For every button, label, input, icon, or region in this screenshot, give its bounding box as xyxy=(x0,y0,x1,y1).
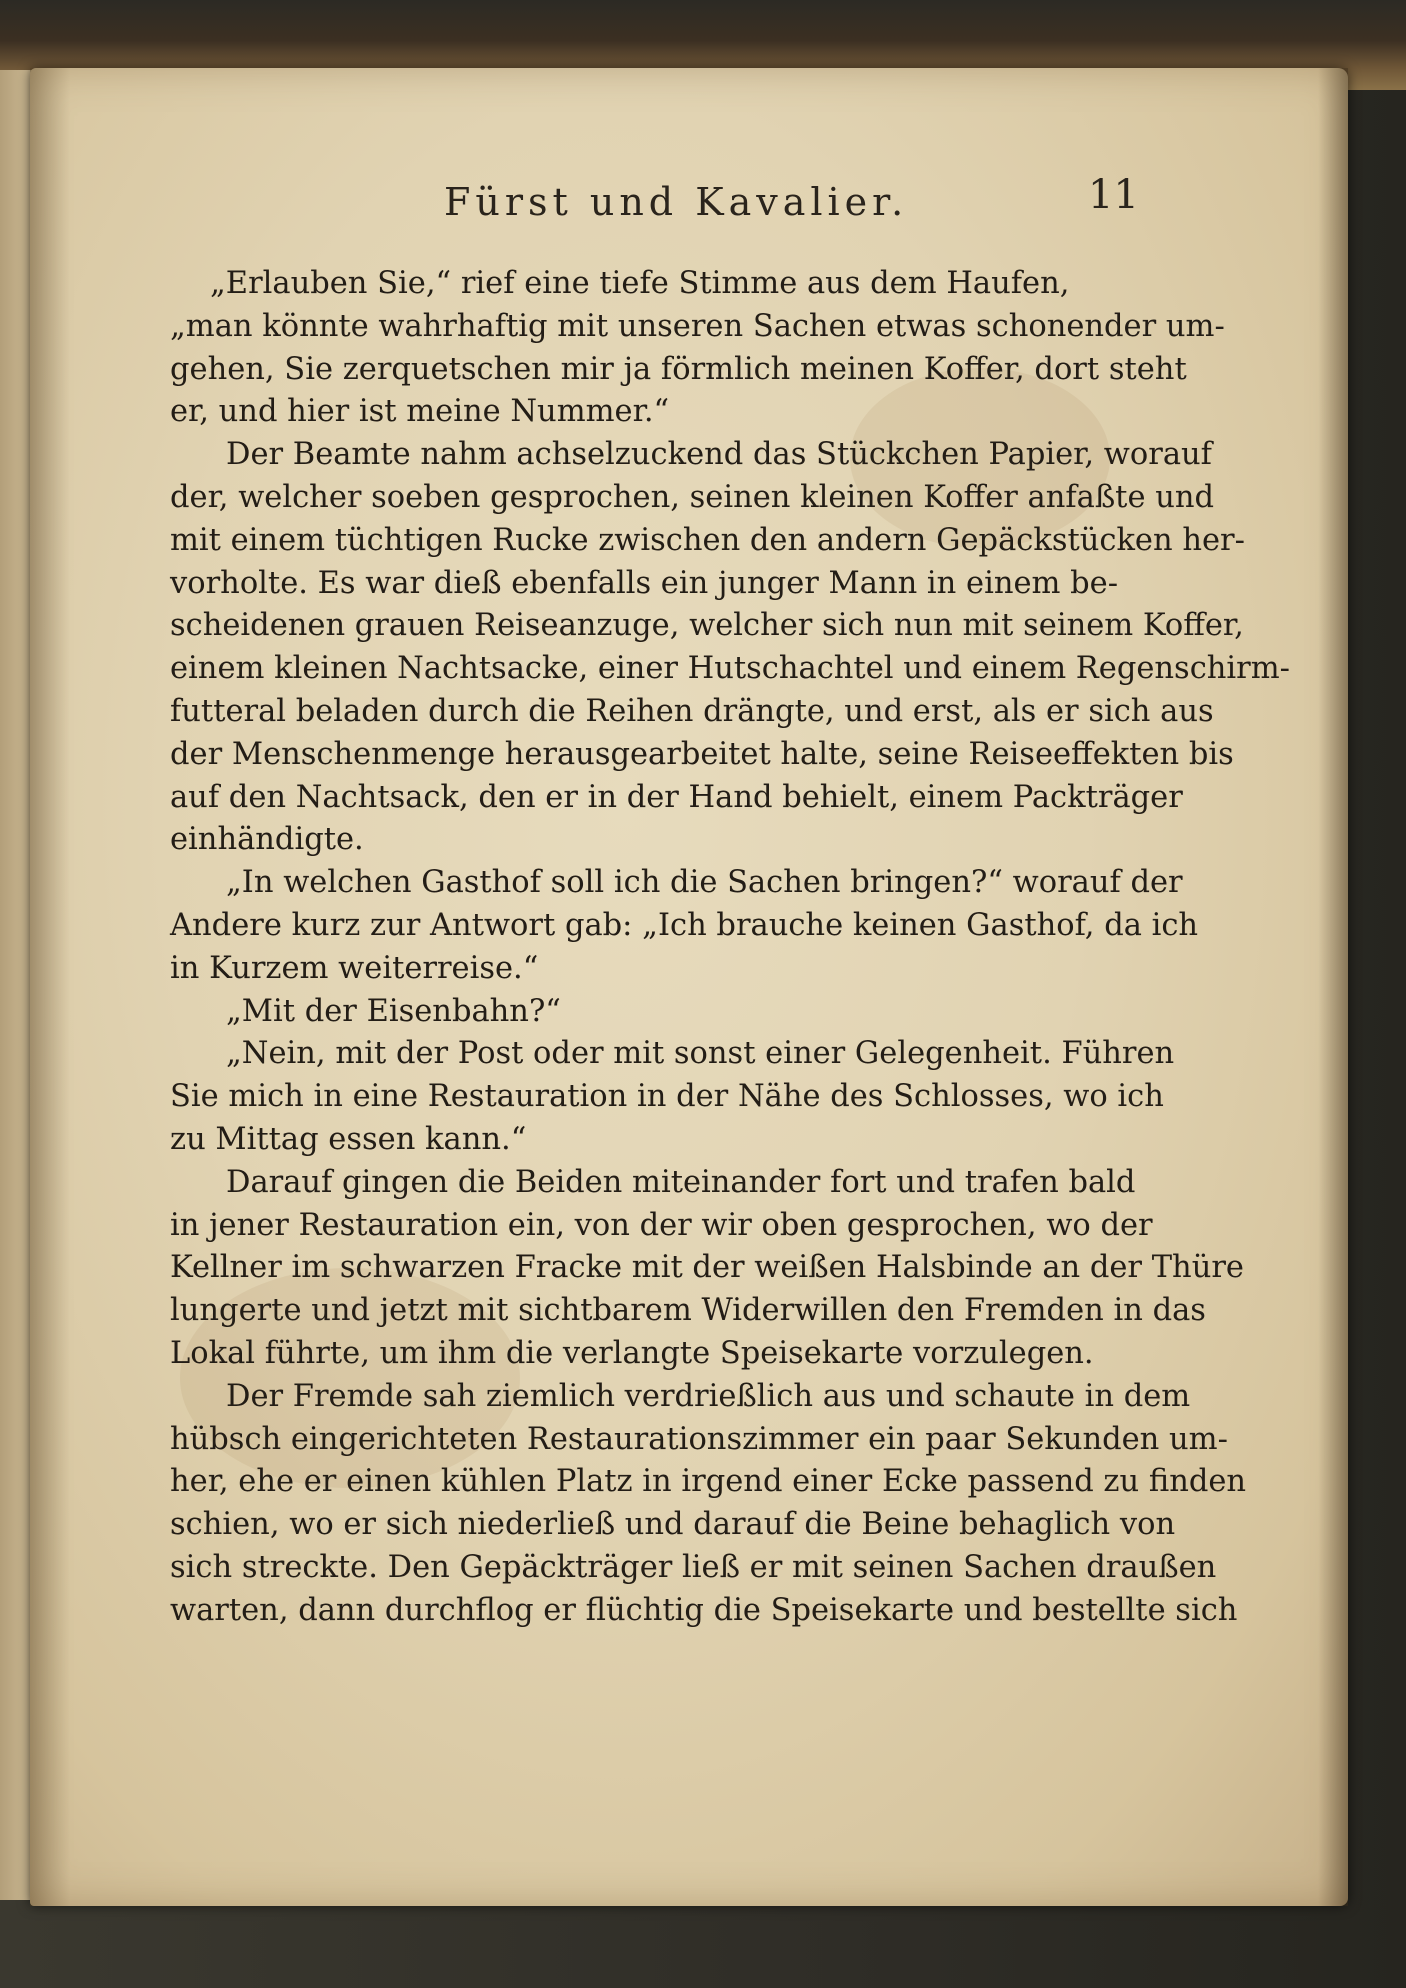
text-line: Der Beamte nahm achselzuckend das Stückchen Papier, worauf xyxy=(226,437,1212,473)
text-line: vorholte. Es war dieß ebenfalls ein junger Mann in einem be- xyxy=(170,565,1119,601)
text-line: zu Mittag essen kann.“ xyxy=(170,1121,527,1157)
text-line: Sie mich in eine Restauration in der Nähe des Schlosses, wo ich xyxy=(170,1079,1164,1115)
text-line: „In welchen Gasthof soll ich die Sachen bringen?“ worauf der xyxy=(226,865,1183,901)
text-line: mit einem tüchtigen Rucke zwischen den andern Gepäckstücken her- xyxy=(170,522,1245,558)
text-line: Andere kurz zur Antwort gab: „Ich brauche keinen Gasthof, da ich xyxy=(170,907,1199,943)
text-line: gehen, Sie zerquetschen mir ja förmlich meinen Koffer, dort steht xyxy=(170,351,1187,387)
text-line: schien, wo er sich niederließ und darauf die Beine behaglich von xyxy=(170,1507,1176,1543)
text-line: einhändigte. xyxy=(170,822,364,858)
text-line: sich streckte. Den Gepäckträger ließ er mit seinen Sachen draußen xyxy=(170,1549,1217,1585)
text-line: einem kleinen Nachtsacke, einer Hutschachtel und einem Regenschirm- xyxy=(170,651,1290,687)
running-head xyxy=(30,172,1348,240)
text-line: „Nein, mit der Post oder mit sonst einer Gelegenheit. Führen xyxy=(226,1036,1175,1072)
page-content xyxy=(30,68,1348,1906)
text-line: Kellner im schwarzen Fracke mit der weißen Halsbinde an der Thüre xyxy=(170,1250,1244,1286)
text-line: „man könnte wahrhaftig mit unseren Sachen etwas schonender um- xyxy=(170,308,1225,344)
text-line: scheidenen grauen Reiseanzuge, welcher sich nun mit seinem Koffer, xyxy=(170,608,1244,644)
text-line: in Kurzem weiterreise.“ xyxy=(170,950,539,986)
binding-shadow xyxy=(30,68,70,1906)
text-line: „Erlauben Sie,“ rief eine tiefe Stimme aus dem Haufen, xyxy=(210,266,1070,301)
text-line: Darauf gingen die Beiden miteinander fort und trafen bald xyxy=(226,1164,1136,1200)
text-line: in jener Restauration ein, von der wir oben gesprochen, wo der xyxy=(170,1207,1153,1243)
text-line: der, welcher soeben gesprochen, seinen kleinen Koffer anfaßte und xyxy=(170,479,1214,515)
text-line: her, ehe er einen kühlen Platz in irgend einer Ecke passend zu finden xyxy=(170,1464,1247,1500)
text-line: futteral beladen durch die Reihen drängte, und erst, als er sich aus xyxy=(170,693,1214,729)
page-edge-shadow xyxy=(1318,68,1348,1906)
text-line: lungerte und jetzt mit sichtbarem Widerwillen den Fremden in das xyxy=(170,1293,1206,1329)
text-line: warten, dann durchflog er flüchtig die Speisekarte und bestellte sich xyxy=(170,1592,1238,1628)
text-line: er, und hier ist meine Nummer.“ xyxy=(170,394,670,430)
page-number: 11 xyxy=(1088,172,1139,218)
text-line: Der Fremde sah ziemlich verdrießlich aus und schaute in dem xyxy=(226,1378,1191,1414)
book-page xyxy=(30,68,1348,1906)
running-head-title: Fürst und Kavalier. xyxy=(444,180,909,224)
text-line: der Menschenmenge herausgearbeitet halte, seine Reiseeffekten bis xyxy=(170,736,1234,772)
text-line: hübsch eingerichteten Restaurationszimmer ein paar Sekunden um- xyxy=(170,1421,1228,1457)
text-line: „Mit der Eisenbahn?“ xyxy=(226,993,561,1029)
text-line: auf den Nachtsack, den er in der Hand behielt, einem Packträger xyxy=(170,779,1183,815)
body-text xyxy=(170,263,1290,1633)
text-line: Lokal führte, um ihm die verlangte Speisekarte vorzulegen. xyxy=(170,1335,1094,1371)
